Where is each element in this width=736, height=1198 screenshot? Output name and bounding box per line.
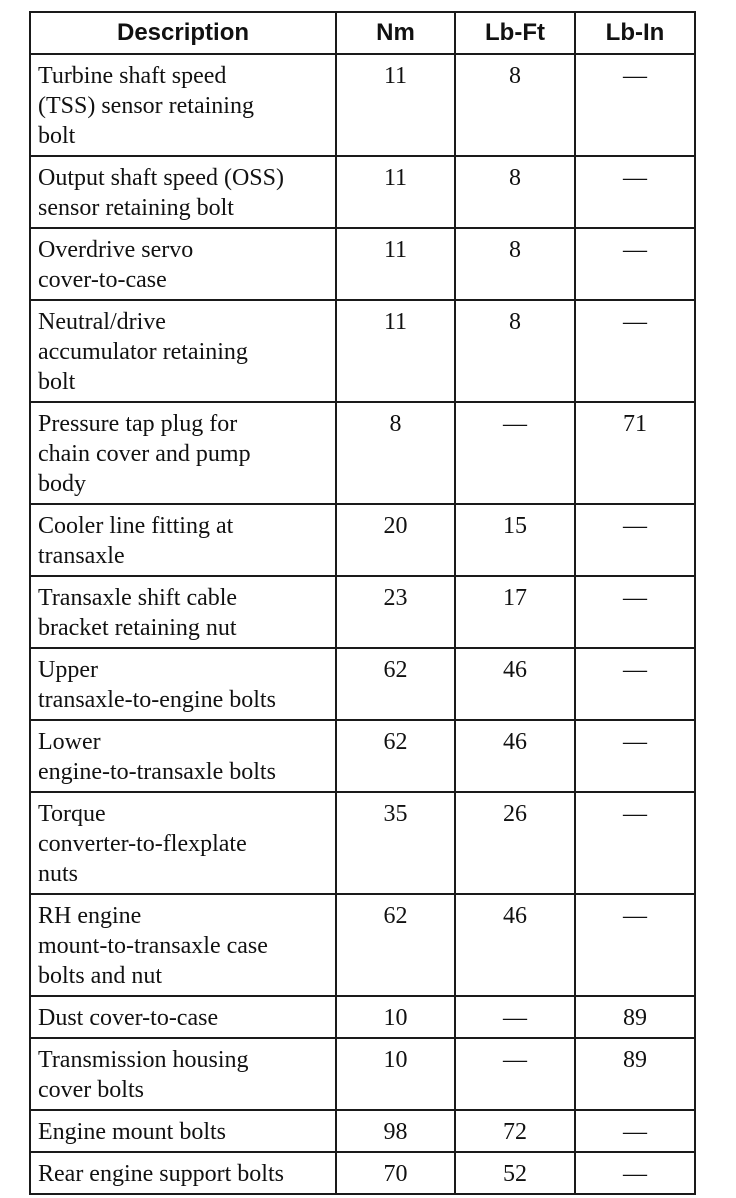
description-cell: [30, 402, 336, 504]
description-line: cover bolts: [38, 1077, 144, 1103]
lb-ft-value-cell: —: [455, 996, 575, 1038]
description-cell: [30, 792, 336, 894]
description-line: bolt: [38, 123, 76, 149]
description-cell: [30, 504, 336, 576]
lb-ft-value-cell: —: [455, 402, 575, 504]
description-line: converter-to-flexplate: [38, 831, 247, 857]
lb-in-value-cell: —: [575, 228, 695, 300]
lb-ft-value-cell: 17: [455, 576, 575, 648]
description-cell: [30, 1110, 336, 1152]
description-line: Output shaft speed (OSS): [38, 165, 284, 191]
description-line: Transmission housing: [38, 1047, 249, 1073]
lb-in-value-cell: 71: [575, 402, 695, 504]
lb-ft-value-cell: 8: [455, 228, 575, 300]
description-line: body: [38, 471, 86, 497]
lb-in-value-cell: —: [575, 894, 695, 996]
description-line: Upper: [38, 657, 98, 683]
nm-value-cell: 62: [336, 720, 455, 792]
description-line: bracket retaining nut: [38, 615, 237, 641]
description-line: Pressure tap plug for: [38, 411, 238, 437]
nm-value-cell: 11: [336, 228, 455, 300]
nm-value-cell: 23: [336, 576, 455, 648]
description-cell: [30, 54, 336, 156]
table-body: [30, 54, 695, 1194]
description-line: cover-to-case: [38, 267, 167, 293]
lb-in-value-cell: —: [575, 300, 695, 402]
lb-in-value-cell: —: [575, 576, 695, 648]
table-row: [30, 648, 695, 720]
table-row: [30, 504, 695, 576]
lb-in-value-cell: —: [575, 156, 695, 228]
table-row: [30, 792, 695, 894]
table-row: [30, 54, 695, 156]
description-line: Lower: [38, 729, 101, 755]
description-cell: [30, 894, 336, 996]
lb-in-value-cell: —: [575, 720, 695, 792]
lb-ft-value-cell: 72: [455, 1110, 575, 1152]
nm-value-cell: 11: [336, 156, 455, 228]
description-line: (TSS) sensor retaining: [38, 93, 254, 119]
table-row: [30, 402, 695, 504]
lb-in-value-cell: —: [575, 648, 695, 720]
description-cell: [30, 720, 336, 792]
table-row: [30, 300, 695, 402]
nm-value-cell: 11: [336, 54, 455, 156]
table-row: [30, 1038, 695, 1110]
lb-ft-value-cell: 46: [455, 720, 575, 792]
description-line: Engine mount bolts: [38, 1119, 226, 1145]
description-line: transaxle-to-engine bolts: [38, 687, 276, 713]
lb-ft-value-cell: 15: [455, 504, 575, 576]
description-line: Dust cover-to-case: [38, 1005, 219, 1031]
description-cell: [30, 996, 336, 1038]
description-line: bolts and nut: [38, 963, 162, 989]
description-line: chain cover and pump: [38, 441, 251, 467]
nm-value-cell: 8: [336, 402, 455, 504]
description-line: transaxle: [38, 543, 125, 569]
nm-value-cell: 62: [336, 648, 455, 720]
header-nm: Nm: [336, 12, 455, 54]
table-row: [30, 228, 695, 300]
nm-value-cell: 98: [336, 1110, 455, 1152]
description-line: Cooler line fitting at: [38, 513, 234, 539]
lb-ft-value-cell: 46: [455, 648, 575, 720]
nm-value-cell: 11: [336, 300, 455, 402]
description-cell: [30, 648, 336, 720]
lb-in-value-cell: —: [575, 1110, 695, 1152]
description-line: Transaxle shift cable: [38, 585, 238, 611]
header-description: Description: [30, 12, 336, 54]
nm-value-cell: 20: [336, 504, 455, 576]
lb-in-value-cell: 89: [575, 1038, 695, 1110]
nm-value-cell: 62: [336, 894, 455, 996]
lb-in-value-cell: —: [575, 1152, 695, 1194]
description-cell: [30, 300, 336, 402]
lb-ft-value-cell: 8: [455, 54, 575, 156]
description-line: RH engine: [38, 903, 142, 929]
header-lb-in: Lb-In: [575, 12, 695, 54]
table-row: [30, 576, 695, 648]
lb-ft-value-cell: 8: [455, 300, 575, 402]
description-cell: [30, 156, 336, 228]
description-line: sensor retaining bolt: [38, 195, 234, 221]
nm-value-cell: 10: [336, 996, 455, 1038]
table-row: [30, 894, 695, 996]
torque-spec-table: [29, 11, 696, 1195]
description-cell: [30, 576, 336, 648]
nm-value-cell: 10: [336, 1038, 455, 1110]
lb-in-value-cell: 89: [575, 996, 695, 1038]
table-row: [30, 1152, 695, 1194]
nm-value-cell: 35: [336, 792, 455, 894]
description-line: Torque: [38, 801, 106, 827]
lb-in-value-cell: —: [575, 54, 695, 156]
description-line: Rear engine support bolts: [38, 1161, 284, 1187]
description-cell: [30, 228, 336, 300]
table-header: [30, 12, 695, 54]
table-row: [30, 1110, 695, 1152]
lb-in-value-cell: —: [575, 504, 695, 576]
description-line: accumulator retaining: [38, 339, 248, 365]
table-row: [30, 996, 695, 1038]
description-line: Neutral/drive: [38, 309, 166, 335]
lb-ft-value-cell: 52: [455, 1152, 575, 1194]
description-line: bolt: [38, 369, 76, 395]
table-row: [30, 720, 695, 792]
nm-value-cell: 70: [336, 1152, 455, 1194]
description-line: Turbine shaft speed: [38, 63, 227, 89]
lb-ft-value-cell: —: [455, 1038, 575, 1110]
header-lb-ft: Lb-Ft: [455, 12, 575, 54]
lb-ft-value-cell: 46: [455, 894, 575, 996]
description-line: nuts: [38, 861, 79, 887]
lb-in-value-cell: —: [575, 792, 695, 894]
lb-ft-value-cell: 8: [455, 156, 575, 228]
description-line: engine-to-transaxle bolts: [38, 759, 276, 785]
description-line: mount-to-transaxle case: [38, 933, 268, 959]
description-cell: [30, 1038, 336, 1110]
header-row: [30, 12, 695, 54]
table-row: [30, 156, 695, 228]
description-cell: [30, 1152, 336, 1194]
description-line: Overdrive servo: [38, 237, 194, 263]
lb-ft-value-cell: 26: [455, 792, 575, 894]
